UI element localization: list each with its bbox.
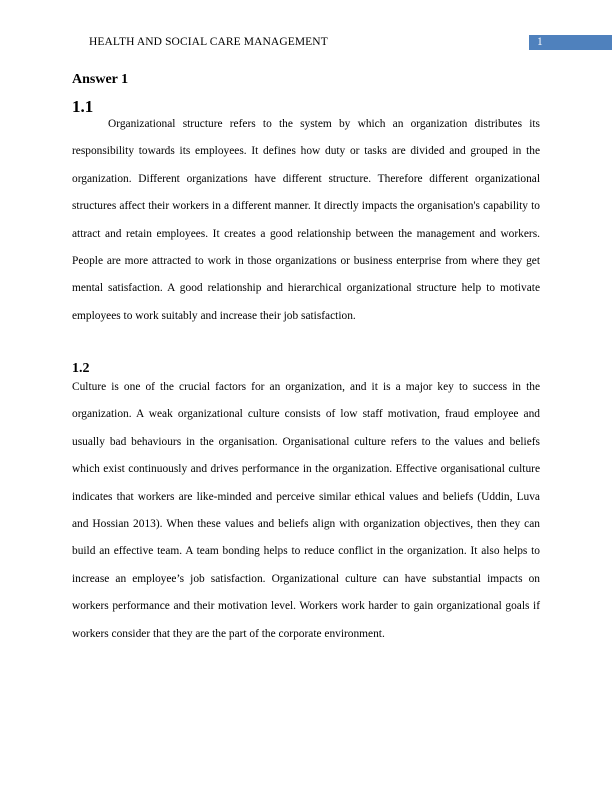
page-number-box bbox=[529, 35, 612, 50]
running-header: HEALTH AND SOCIAL CARE MANAGEMENT bbox=[89, 36, 328, 48]
section-heading-1-1: 1.1 bbox=[72, 97, 94, 116]
section-heading-1-2: 1.2 bbox=[72, 361, 90, 376]
answer-heading: Answer 1 bbox=[72, 72, 129, 87]
section-paragraph-1-2: Culture is one of the crucial factors for an organization, and it is a major key to success in the organization. A weak organizational culture consists of low staff motivation, fraud employee and usually bad behaviours in the organisation. Organisational culture refers to the values and beliefs which exist continuously and drives performance in the organization. Effective organisational culture indicates that workers are like-minded and perceive similar ethical values and beliefs (Uddin, Luva and Hossian 2013). When these values and beliefs align with organization objectives, then they can build an effective team. A team bonding helps to reduce conflict in the organization. It also helps to increase an employee’s job satisfaction. Organizational culture can have substantial impacts on workers performance and their motivation level. Workers work harder to gain organizational goals if workers consider that they are the part of the corporate environment. bbox=[72, 381, 540, 640]
page-number: 1 bbox=[537, 36, 543, 48]
section-paragraph-1-1: Organizational structure refers to the system by which an organization distributes its responsibility towards its employees. It defines how duty or tasks are divided and grouped in the organization. Different organizations have different structure. Therefore different organizational structures affect their workers in a different manner. It directly impacts the organisation's capability to attract and retain employees. It creates a good relationship between the management and workers. People are more attracted to work in those organizations or business enterprise from where they get mental satisfaction. A good relationship and hierarchical organizational structure help to motivate employees to work suitably and increase their job satisfaction. bbox=[72, 118, 540, 322]
